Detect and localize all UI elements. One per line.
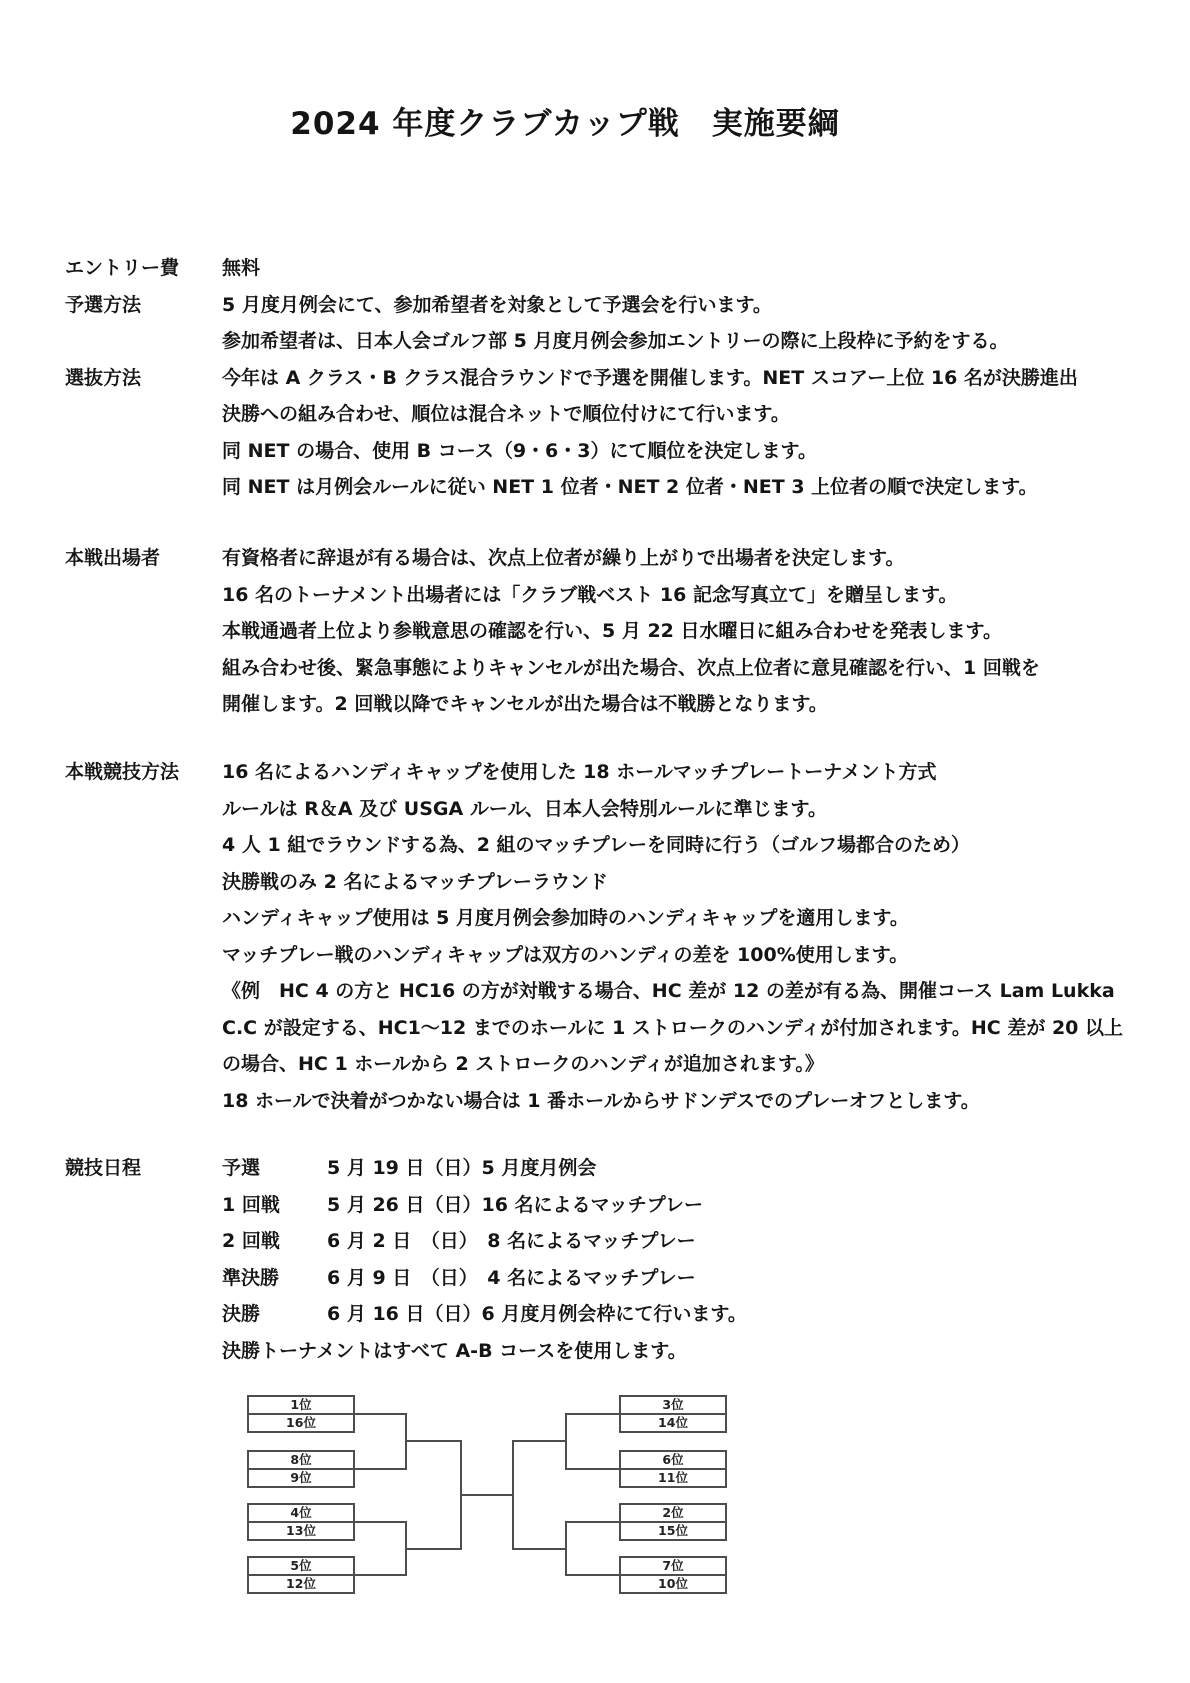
bracket-slot: 10位 — [621, 1574, 725, 1592]
text-line: 16 名によるハンディキャップを使用した 18 ホールマッチプレートーナメント方式 — [222, 761, 937, 783]
section-entry-fee — [0, 250, 1190, 287]
schedule-row — [222, 1187, 1190, 1224]
text-line: 《例 HC 4 の方と HC16 の方が対戦する場合、HC 差が 12 の差が有る為、開催コース Lam Lukka — [222, 980, 1115, 1002]
bracket-slot: 2位 — [662, 1505, 684, 1520]
bracket-connector — [355, 1521, 407, 1523]
bracket-connector — [407, 1548, 462, 1550]
text-line: ルールは R＆A 及び USGA ルール、日本人会特別ルールに準じます。 — [222, 797, 828, 820]
bracket-pair — [619, 1503, 727, 1541]
bracket-connector — [567, 1413, 619, 1415]
bracket-connector — [567, 1574, 619, 1576]
bracket-slot: 16位 — [249, 1413, 353, 1431]
bracket-slot: 14位 — [621, 1413, 725, 1431]
section-label: エントリー費 — [65, 257, 180, 279]
text-line: 参加希望者は、日本人会ゴルフ部 5 月度月例会参加エントリーの際に上段枠に予約をする。 — [222, 330, 1009, 352]
bracket-pair — [619, 1450, 727, 1488]
text-line: 無料 — [222, 257, 261, 279]
bracket-pair — [619, 1556, 727, 1594]
bracket-pair — [247, 1395, 355, 1433]
bracket-pair — [247, 1450, 355, 1488]
text-line: C.C が設定する、HC1～12 までのホールに 1 ストロークのハンディが付加されます。HC 差が 20 以上 — [222, 1016, 1124, 1039]
bracket-connector — [407, 1440, 462, 1442]
section-label: 本戦競技方法 — [65, 761, 180, 783]
schedule-row — [222, 1260, 1190, 1297]
bracket-slot: 5位 — [290, 1558, 312, 1573]
bracket-connector — [567, 1468, 619, 1470]
text-line: 有資格者に辞退が有る場合は、次点上位者が繰り上がりで出場者を決定します。 — [222, 547, 905, 569]
bracket-slot: 9位 — [249, 1468, 353, 1486]
bracket-slot: 4位 — [290, 1505, 312, 1520]
section-label: 本戦出場者 — [65, 547, 161, 569]
text-line: の場合、HC 1 ホールから 2 ストロークのハンディが追加されます。》 — [222, 1053, 824, 1075]
schedule-round: 準決勝 — [222, 1266, 280, 1289]
section-format — [0, 754, 1190, 1119]
bracket-connector — [355, 1574, 407, 1576]
bracket-connector — [512, 1440, 514, 1550]
bracket-slot: 15位 — [621, 1521, 725, 1539]
text-line: 決勝戦のみ 2 名によるマッチプレーラウンド — [222, 870, 608, 893]
bracket-connector — [514, 1440, 567, 1442]
bracket-slot: 7位 — [662, 1558, 684, 1573]
schedule-round: 2 回戦 — [222, 1230, 280, 1252]
schedule-detail: 6 月 9 日 （日） 4 名によるマッチプレー — [327, 1266, 696, 1289]
section-label: 競技日程 — [65, 1157, 142, 1179]
bracket-connector — [565, 1521, 567, 1576]
section-group-1 — [0, 250, 1190, 506]
schedule-round: 予選 — [222, 1157, 261, 1179]
text-line: 同 NET は月例会ルールに従い NET 1 位者・NET 2 位者・NET 3 上位者の順で決定します。 — [222, 476, 1038, 498]
text-line: 16 名のトーナメント出場者には「クラブ戦ベスト 16 記念写真立て」を贈呈します。 — [222, 583, 958, 606]
schedule-row — [222, 1150, 1190, 1187]
text-line: 決勝への組み合わせ、順位は混合ネットで順位付けにて行います。 — [222, 403, 790, 425]
bracket-connector — [567, 1521, 619, 1523]
bracket-slot: 8位 — [290, 1452, 312, 1467]
section-qualifying — [0, 287, 1190, 360]
text-line: 組み合わせ後、緊急事態によりキャンセルが出た場合、次点上位者に意見確認を行い、1 回戦を — [222, 656, 1040, 679]
tournament-bracket — [0, 1385, 1190, 1645]
section-selection — [0, 360, 1190, 506]
bracket-slot: 11位 — [621, 1468, 725, 1486]
bracket-pair — [247, 1556, 355, 1594]
schedule-round: 決勝 — [222, 1303, 261, 1325]
bracket-slot: 12位 — [249, 1574, 353, 1592]
schedule-row — [222, 1296, 1190, 1333]
bracket-connector — [514, 1548, 567, 1550]
bracket-connector — [355, 1468, 407, 1470]
section-label: 選抜方法 — [65, 366, 142, 389]
text-line: 本戦通過者上位より参戦意思の確認を行い、5 月 22 日水曜日に組み合わせを発表します。 — [222, 620, 1002, 642]
schedule-row — [222, 1223, 1190, 1260]
bracket-slot: 6位 — [662, 1452, 684, 1467]
text-line: 5 月度月例会にて、参加希望者を対象として予選会を行います。 — [222, 293, 772, 316]
text-line: ハンディキャップ使用は 5 月度月例会参加時のハンディキャップを適用します。 — [222, 907, 909, 929]
schedule-detail: 5 月 19 日（日）5 月度月例会 — [327, 1157, 597, 1179]
bracket-final-connector — [462, 1494, 512, 1496]
text-line: 今年は A クラス・B クラス混合ラウンドで予選を開催します。NET スコアー上位 16 名が決勝進出 — [222, 366, 1078, 389]
schedule-detail: 6 月 16 日（日）6 月度月例会枠にて行います。 — [327, 1303, 747, 1325]
text-line: 18 ホールで決着がつかない場合は 1 番ホールからサドンデスでのプレーオフとします。 — [222, 1089, 980, 1112]
bracket-pair — [247, 1503, 355, 1541]
schedule-round: 1 回戦 — [222, 1193, 280, 1216]
bracket-slot: 1位 — [290, 1397, 312, 1412]
section-participants — [0, 540, 1190, 723]
text-line: マッチプレー戦のハンディキャップは双方のハンディの差を 100%使用します。 — [222, 943, 909, 966]
bracket-pair — [619, 1395, 727, 1433]
section-schedule — [0, 1150, 1190, 1369]
section-label: 予選方法 — [65, 293, 142, 316]
bracket-connector — [355, 1413, 407, 1415]
schedule-note: 決勝トーナメントはすべて A-B コースを使用します。 — [222, 1339, 687, 1362]
text-line: 開催します。2 回戦以降でキャンセルが出た場合は不戦勝となります。 — [222, 693, 828, 715]
bracket-slot: 13位 — [249, 1521, 353, 1539]
schedule-detail: 5 月 26 日（日）16 名によるマッチプレー — [327, 1193, 704, 1216]
page-title: 2024 年度クラブカップ戦 実施要綱 — [290, 106, 840, 142]
schedule-detail: 6 月 2 日 （日） 8 名によるマッチプレー — [327, 1230, 696, 1252]
bracket-slot: 3位 — [662, 1397, 684, 1412]
text-line: 4 人 1 組でラウンドする為、2 組のマッチプレーを同時に行う（ゴルフ場都合のため） — [222, 834, 971, 856]
text-line: 同 NET の場合、使用 B コース（9・6・3）にて順位を決定します。 — [222, 439, 817, 462]
bracket-connector — [565, 1413, 567, 1470]
